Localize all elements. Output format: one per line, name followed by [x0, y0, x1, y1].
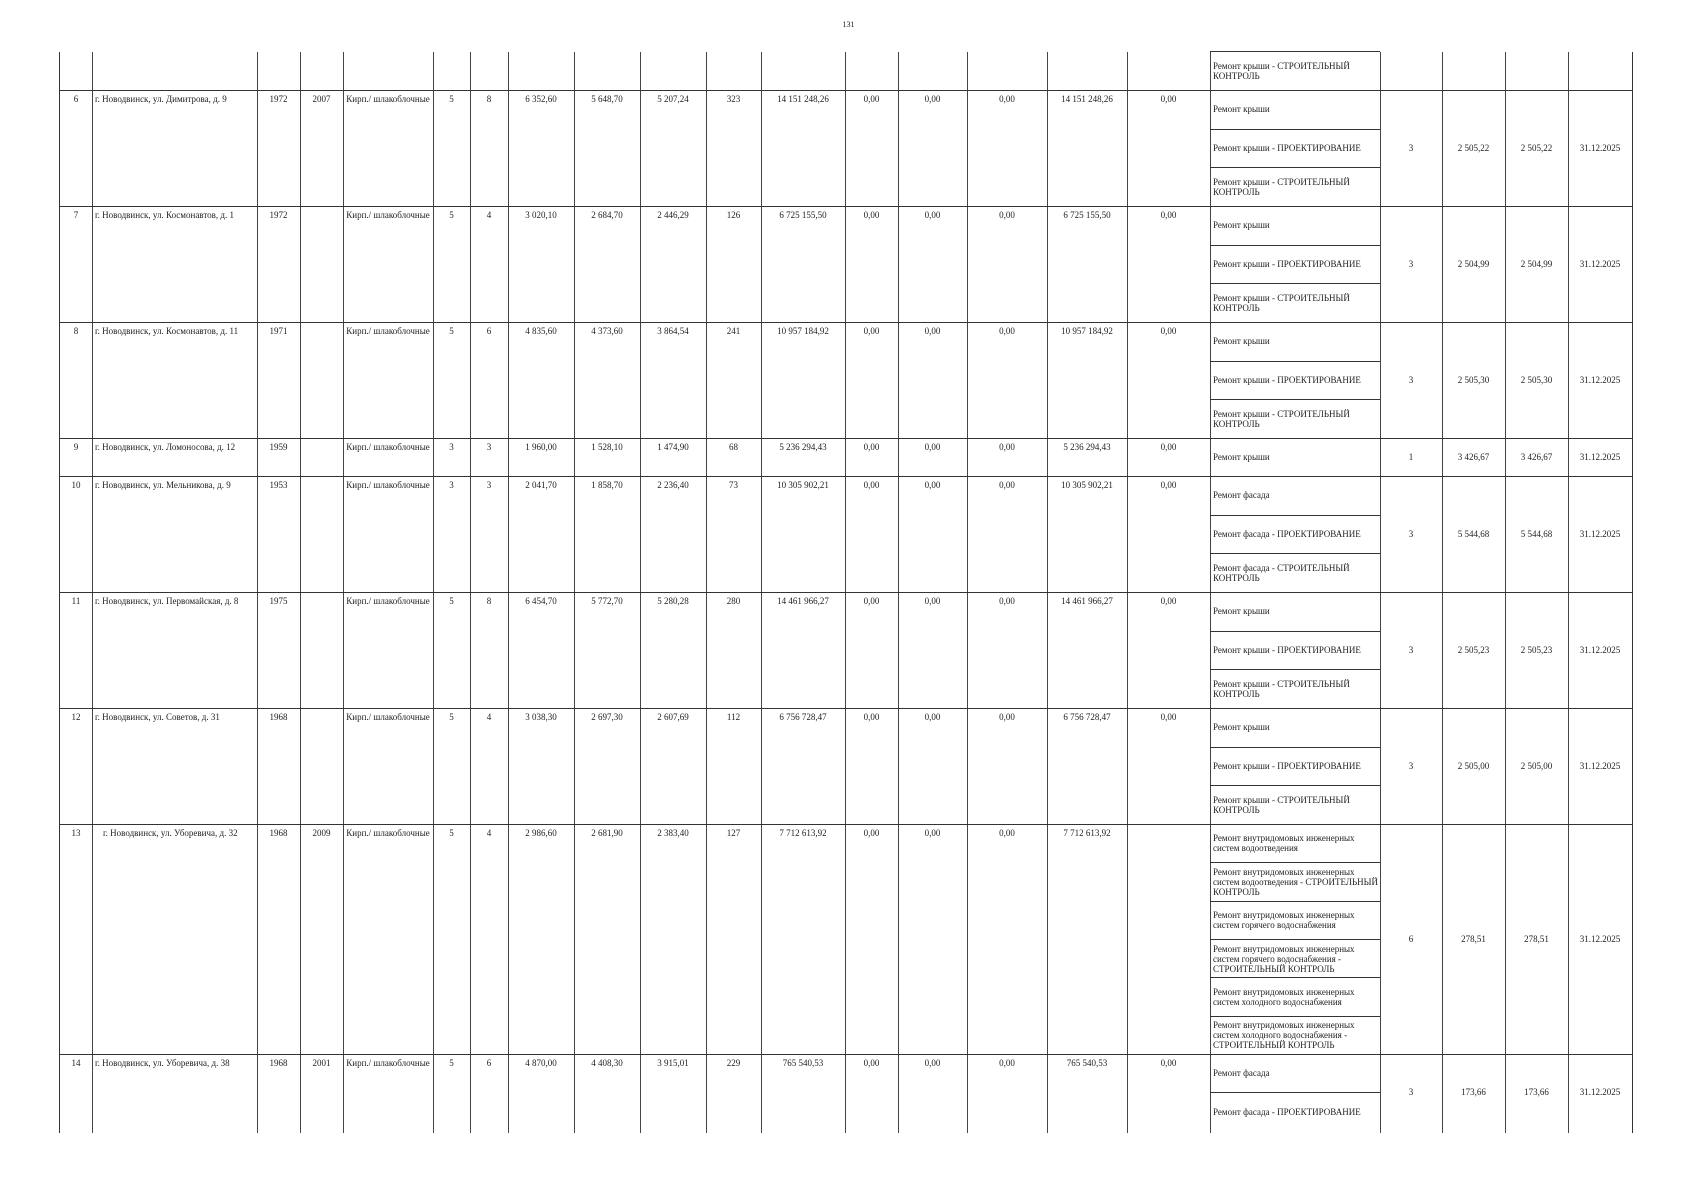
cell-cost-unit: 2 505,23: [1457, 645, 1490, 655]
work-item: Ремонт внутридомовых инженерных систем водоотведения - СТРОИТЕЛЬНЫЙ КОНТРОЛЬ: [1210, 862, 1380, 900]
work-item: Ремонт внутридомовых инженерных систем горячего водоснабжения - СТРОИТЕЛЬНЫЙ КОНТРОЛЬ: [1210, 939, 1380, 977]
cell-entrances: 6: [486, 1058, 492, 1068]
cell-f4: 7 712 613,92: [1063, 828, 1111, 838]
cell-area-living: 1 528,10: [591, 442, 623, 452]
cell-address: г. Новодвинск, ул. Первомайская, д. 8: [95, 596, 239, 606]
cell-n: 13: [71, 828, 81, 838]
cell-material: Кирп./ шлакоблочные: [346, 442, 430, 452]
cell-f1: 0,00: [863, 480, 880, 490]
cell-deadline: 31.12.2025: [1579, 259, 1621, 269]
cell-deadline: 31.12.2025: [1579, 1087, 1621, 1097]
cell-address: г. Новодвинск, ул. Ломоносова, д. 12: [95, 442, 236, 452]
cell-cost-limit: 5 544,68: [1520, 529, 1553, 539]
cell-units: 3: [1408, 1087, 1414, 1097]
cell-residents: 323: [726, 94, 741, 104]
cell-address: г. Новодвинск, ул. Уборевича, д. 32: [103, 828, 238, 838]
work-item: Ремонт крыши - ПРОЕКТИРОВАНИЕ: [1210, 361, 1380, 400]
cell-units: 3: [1408, 143, 1414, 153]
cell-address: г. Новодвинск, ул. Димитрова, д. 9: [95, 94, 227, 104]
cell-units: 3: [1408, 375, 1414, 385]
cell-cost-unit: 5 544,68: [1457, 529, 1490, 539]
cell-area-living: 2 681,90: [591, 828, 623, 838]
cell-floors: 5: [449, 94, 454, 104]
cell-year-repair: 2009: [312, 828, 331, 838]
cell-entrances: 6: [486, 326, 492, 336]
cell-f5: 0,00: [1160, 1058, 1177, 1068]
cell-deadline: 31.12.2025: [1579, 934, 1621, 944]
table-row: [60, 438, 1632, 477]
cell-residents: 126: [726, 210, 741, 220]
cell-year-built: 1953: [269, 480, 288, 490]
cell-units: 3: [1408, 259, 1414, 269]
cell-address: г. Новодвинск, ул. Космонавтов, д. 1: [95, 210, 234, 220]
cell-f1: 0,00: [863, 326, 880, 336]
cell-material: Кирп./ шлакоблочные: [346, 828, 430, 838]
cell-material: Кирп./ шлакоблочные: [346, 326, 430, 336]
work-list: [1210, 708, 1380, 824]
cell-area-living: 1 858,70: [591, 480, 623, 490]
work-item: Ремонт крыши - СТРОИТЕЛЬНЫЙ КОНТРОЛЬ: [1210, 785, 1380, 824]
cell-cost-limit: 2 505,22: [1520, 143, 1553, 153]
cell-year-built: 1968: [269, 712, 288, 722]
cell-area-residential: 3 864,54: [657, 326, 689, 336]
cell-area-total: 4 870,00: [525, 1058, 557, 1068]
cell-cost-total: 10 957 184,92: [777, 326, 829, 336]
cell-area-total: 6 352,60: [525, 94, 557, 104]
cell-units: 3: [1408, 529, 1414, 539]
work-item: Ремонт внутридомовых инженерных систем горячего водоснабжения: [1210, 901, 1380, 939]
cell-cost-unit: 2 504,99: [1457, 259, 1490, 269]
cell-units: 6: [1408, 934, 1414, 944]
cell-f3: 0,00: [999, 1058, 1015, 1068]
work-item: Ремонт крыши: [1213, 220, 1270, 231]
work-item: Ремонт фасада: [1213, 1068, 1270, 1078]
cell-f2: 0,00: [924, 210, 941, 220]
work-list: [1210, 476, 1380, 592]
cell-f5: 0,00: [1160, 442, 1177, 452]
work-item: Ремонт фасада: [1213, 490, 1270, 501]
table-row: [60, 322, 1632, 439]
cell-f5: 0,00: [1160, 94, 1177, 104]
work-list: [1210, 592, 1380, 708]
cell-cost-limit: 2 505,00: [1520, 761, 1553, 771]
work-item: Ремонт крыши - СТРОИТЕЛЬНЫЙ КОНТРОЛЬ: [1210, 399, 1380, 438]
cell-deadline: 31.12.2025: [1579, 761, 1621, 771]
cell-f3: 0,00: [999, 596, 1015, 606]
cell-f4: 10 957 184,92: [1061, 326, 1113, 336]
cell-f2: 0,00: [924, 442, 941, 452]
cell-f5: 0,00: [1160, 480, 1177, 490]
cell-cost-limit: 2 504,99: [1520, 259, 1553, 269]
cell-f4: 14 151 248,26: [1061, 94, 1113, 104]
cell-cost-unit: 2 505,22: [1457, 143, 1490, 153]
work-list: [1210, 52, 1380, 90]
work-item: Ремонт крыши - СТРОИТЕЛЬНЫЙ КОНТРОЛЬ: [1210, 283, 1380, 322]
cell-deadline: 31.12.2025: [1579, 143, 1621, 153]
work-item: Ремонт фасада - ПРОЕКТИРОВАНИЕ: [1210, 515, 1380, 554]
cell-area-residential: 2 446,29: [657, 210, 689, 220]
cell-n: 10: [71, 480, 81, 490]
cell-deadline: 31.12.2025: [1579, 375, 1621, 385]
table-row: [60, 476, 1632, 593]
cell-area-residential: 2 607,69: [657, 712, 689, 722]
cell-year-repair: 2007: [312, 94, 331, 104]
cell-area-total: 3 020,10: [525, 210, 557, 220]
cell-floors: 5: [449, 712, 454, 722]
cell-year-built: 1968: [269, 1058, 288, 1068]
repair-program-table: [59, 52, 1633, 1133]
work-item: Ремонт крыши - ПРОЕКТИРОВАНИЕ: [1210, 245, 1380, 284]
cell-area-total: 6 454,70: [525, 596, 557, 606]
work-list: [1210, 206, 1380, 322]
cell-cost-total: 10 305 902,21: [777, 480, 829, 490]
cell-residents: 73: [729, 480, 738, 490]
cell-f1: 0,00: [863, 596, 880, 606]
work-item: Ремонт крыши - ПРОЕКТИРОВАНИЕ: [1210, 631, 1380, 670]
cell-area-residential: 5 280,28: [657, 596, 689, 606]
cell-f3: 0,00: [999, 712, 1015, 722]
cell-deadline: 31.12.2025: [1579, 529, 1621, 539]
cell-cost-limit: 3 426,67: [1520, 452, 1553, 462]
cell-cost-total: 5 236 294,43: [779, 442, 827, 452]
cell-area-residential: 2 236,40: [657, 480, 689, 490]
cell-material: Кирп./ шлакоблочные: [346, 480, 430, 490]
cell-area-living: 5 648,70: [591, 94, 623, 104]
cell-n: 8: [73, 326, 79, 336]
cell-floors: 5: [449, 828, 454, 838]
cell-area-living: 4 373,60: [591, 326, 623, 336]
table-row: [60, 90, 1632, 207]
cell-cost-unit: 278,51: [1461, 934, 1486, 944]
cell-units: 3: [1408, 645, 1414, 655]
cell-f5: 0,00: [1160, 596, 1177, 606]
cell-material: Кирп./ шлакоблочные: [346, 712, 430, 722]
cell-area-total: 2 041,70: [525, 480, 557, 490]
cell-floors: 5: [449, 326, 454, 336]
work-item: Ремонт внутридомовых инженерных систем холодного водоснабжения: [1210, 977, 1380, 1015]
work-item: Ремонт крыши - ПРОЕКТИРОВАНИЕ: [1210, 129, 1380, 168]
cell-n: 11: [71, 596, 81, 606]
cell-f4: 765 540,53: [1066, 1058, 1108, 1068]
cell-entrances: 8: [486, 94, 492, 104]
cell-deadline: 31.12.2025: [1579, 645, 1621, 655]
cell-cost-unit: 173,66: [1461, 1087, 1486, 1097]
cell-floors: 5: [449, 1058, 454, 1068]
cell-f1: 0,00: [863, 442, 880, 452]
cell-f1: 0,00: [863, 210, 880, 220]
work-item: Ремонт внутридомовых инженерных систем водоотведения: [1213, 833, 1355, 854]
page-number: 131: [842, 20, 855, 29]
cell-address: г. Новодвинск, ул. Советов, д. 31: [95, 712, 220, 722]
work-item: Ремонт крыши: [1213, 452, 1270, 462]
cell-cost-limit: 278,51: [1524, 934, 1549, 944]
cell-f1: 0,00: [863, 712, 880, 722]
cell-cost-total: 765 540,53: [782, 1058, 824, 1068]
cell-f4: 6 725 155,50: [1063, 210, 1111, 220]
cell-cost-total: 7 712 613,92: [779, 828, 827, 838]
cell-year-built: 1972: [269, 94, 288, 104]
cell-year-built: 1975: [269, 596, 288, 606]
cell-cost-total: 14 461 966,27: [777, 596, 829, 606]
work-item: Ремонт крыши - ПРОЕКТИРОВАНИЕ: [1210, 747, 1380, 786]
cell-material: Кирп./ шлакоблочные: [346, 210, 430, 220]
cell-material: Кирп./ шлакоблочные: [346, 94, 430, 104]
cell-f2: 0,00: [924, 596, 941, 606]
work-item: Ремонт фасада - СТРОИТЕЛЬНЫЙ КОНТРОЛЬ: [1210, 553, 1380, 592]
cell-area-residential: 5 207,24: [657, 94, 689, 104]
cell-cost-total: 6 756 728,47: [779, 712, 827, 722]
cell-f2: 0,00: [924, 94, 941, 104]
work-item: Ремонт крыши: [1213, 722, 1270, 733]
cell-material: Кирп./ шлакоблочные: [346, 1058, 430, 1068]
table-row: [60, 708, 1632, 825]
cell-area-total: 4 835,60: [525, 326, 557, 336]
cell-f2: 0,00: [924, 828, 941, 838]
cell-f4: 14 461 966,27: [1061, 596, 1113, 606]
cell-entrances: 4: [486, 712, 492, 722]
cell-f1: 0,00: [863, 828, 880, 838]
cell-area-total: 2 986,60: [525, 828, 557, 838]
work-list: [1210, 1054, 1380, 1130]
cell-f4: 6 756 728,47: [1063, 712, 1111, 722]
cell-f5: 0,00: [1160, 712, 1177, 722]
work-item: Ремонт крыши: [1213, 606, 1270, 617]
work-item: Ремонт крыши - СТРОИТЕЛЬНЫЙ КОНТРОЛЬ: [1210, 167, 1380, 206]
table-row: [60, 206, 1632, 323]
cell-entrances: 3: [486, 480, 492, 490]
cell-year-built: 1959: [269, 442, 288, 452]
cell-units: 1: [1408, 452, 1414, 462]
cell-floors: 5: [449, 596, 454, 606]
cell-area-residential: 2 383,40: [657, 828, 689, 838]
cell-area-living: 5 772,70: [591, 596, 623, 606]
work-item: Ремонт фасада - ПРОЕКТИРОВАНИЕ: [1210, 1092, 1380, 1130]
cell-residents: 68: [729, 442, 738, 452]
cell-residents: 127: [726, 828, 741, 838]
cell-f3: 0,00: [999, 210, 1015, 220]
cell-address: г. Новодвинск, ул. Уборевича, д. 38: [95, 1058, 230, 1068]
cell-floors: 3: [449, 442, 454, 452]
cell-f2: 0,00: [924, 1058, 941, 1068]
cell-entrances: 4: [486, 828, 492, 838]
work-item: Ремонт крыши: [1213, 336, 1270, 347]
cell-cost-total: 6 725 155,50: [779, 210, 827, 220]
work-list: [1210, 438, 1380, 476]
cell-year-built: 1968: [269, 828, 288, 838]
cell-residents: 280: [726, 596, 741, 606]
cell-f3: 0,00: [999, 94, 1015, 104]
cell-entrances: 3: [486, 442, 492, 452]
cell-cost-total: 14 151 248,26: [777, 94, 829, 104]
table-row: [60, 592, 1632, 709]
cell-cost-unit: 3 426,67: [1457, 452, 1490, 462]
cell-area-total: 1 960,00: [525, 442, 557, 452]
cell-f3: 0,00: [999, 480, 1015, 490]
work-list: [1210, 322, 1380, 438]
cell-area-residential: 3 915,01: [657, 1058, 689, 1068]
cell-area-total: 3 038,30: [525, 712, 557, 722]
cell-entrances: 4: [486, 210, 492, 220]
cell-cost-unit: 2 505,30: [1457, 375, 1490, 385]
cell-f5: 0,00: [1160, 326, 1177, 336]
cell-f4: 10 305 902,21: [1061, 480, 1113, 490]
work-item: Ремонт крыши - СТРОИТЕЛЬНЫЙ КОНТРОЛЬ: [1213, 61, 1350, 81]
cell-year-built: 1972: [269, 210, 288, 220]
cell-floors: 3: [449, 480, 454, 490]
cell-n: 6: [73, 94, 79, 104]
cell-n: 9: [73, 442, 79, 452]
cell-n: 7: [73, 210, 79, 220]
cell-f1: 0,00: [863, 1058, 880, 1068]
cell-f1: 0,00: [863, 94, 880, 104]
cell-year-built: 1971: [269, 326, 288, 336]
work-list: [1210, 90, 1380, 206]
cell-f5: 0,00: [1160, 210, 1177, 220]
cell-residents: 112: [726, 712, 741, 722]
cell-residents: 241: [726, 326, 741, 336]
work-list: [1210, 824, 1380, 1054]
cell-cost-limit: 2 505,30: [1520, 375, 1553, 385]
work-item: Ремонт крыши: [1213, 104, 1270, 115]
table-row-continuation: [60, 52, 1632, 91]
cell-n: 14: [71, 1058, 81, 1068]
work-item: Ремонт внутридомовых инженерных систем холодного водоснабжения - СТРОИТЕЛЬНЫЙ КОНТРОЛЬ: [1210, 1016, 1380, 1054]
cell-cost-limit: 173,66: [1524, 1087, 1549, 1097]
cell-residents: 229: [726, 1058, 741, 1068]
cell-f3: 0,00: [999, 828, 1015, 838]
work-item: Ремонт крыши - СТРОИТЕЛЬНЫЙ КОНТРОЛЬ: [1210, 669, 1380, 708]
cell-area-living: 4 408,30: [591, 1058, 623, 1068]
cell-n: 12: [71, 712, 81, 722]
cell-deadline: 31.12.2025: [1579, 452, 1621, 462]
cell-f3: 0,00: [999, 442, 1015, 452]
cell-f3: 0,00: [999, 326, 1015, 336]
cell-material: Кирп./ шлакоблочные: [346, 596, 430, 606]
cell-address: г. Новодвинск, ул. Мельникова, д. 9: [95, 480, 231, 490]
cell-f4: 5 236 294,43: [1063, 442, 1111, 452]
cell-area-residential: 1 474,90: [657, 442, 689, 452]
cell-f2: 0,00: [924, 712, 941, 722]
cell-entrances: 8: [486, 596, 492, 606]
cell-floors: 5: [449, 210, 454, 220]
cell-cost-limit: 2 505,23: [1520, 645, 1553, 655]
cell-year-repair: 2001: [312, 1058, 331, 1068]
cell-f2: 0,00: [924, 326, 941, 336]
cell-f2: 0,00: [924, 480, 941, 490]
table-row: [60, 824, 1632, 1055]
cell-area-living: 2 697,30: [591, 712, 623, 722]
cell-cost-unit: 2 505,00: [1457, 761, 1490, 771]
table-row: [60, 1054, 1632, 1130]
cell-units: 3: [1408, 761, 1414, 771]
cell-address: г. Новодвинск, ул. Космонавтов, д. 11: [95, 326, 239, 336]
cell-area-living: 2 684,70: [591, 210, 623, 220]
